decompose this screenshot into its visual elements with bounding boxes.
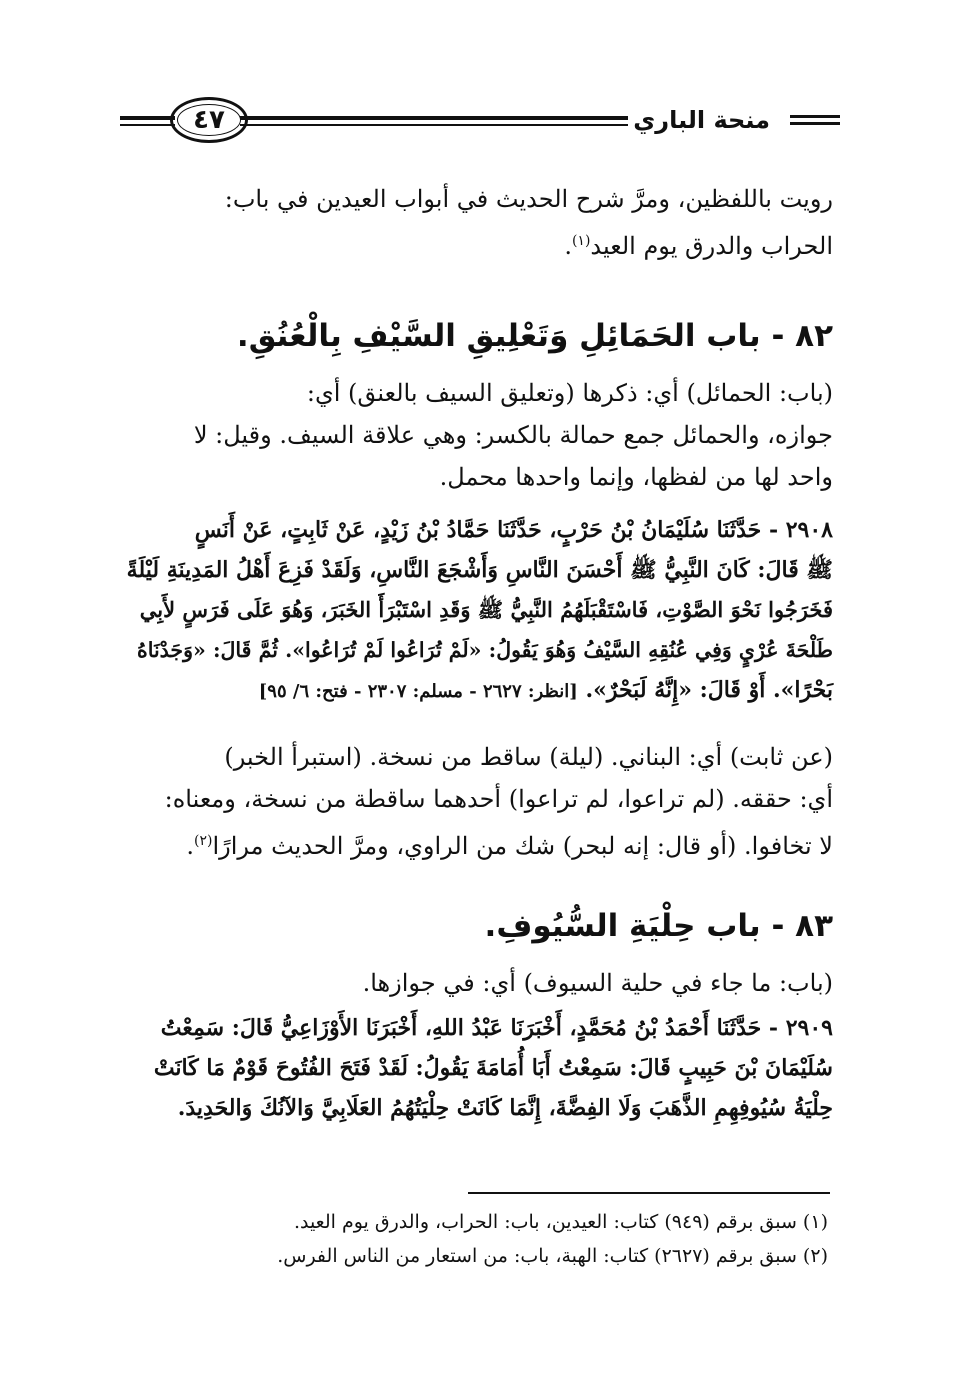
section-82-commentary [125, 372, 833, 498]
hadith-line: ٢٩٠٨ - حَدَّثَنَا سُلَيْمَانُ بْنُ حَرْبٍ، حَدَّثَنَا حَمَّادُ بْنُ زَيْدٍ، عَنْ ثَابِتٍ، عَنْ أَنَسٍ [194, 517, 833, 543]
header-ornament-right [790, 112, 840, 128]
footnotes [128, 1205, 828, 1273]
hadith-2908 [125, 510, 833, 712]
section-83-commentary [125, 962, 833, 1004]
commentary-line-text: لا تخافوا. (أو قال: إنه لبحر) شك من الراوي، ومرَّ الحديث مرارًا [212, 832, 833, 860]
intro-line-2 [125, 220, 833, 267]
intro-line-1: رويت باللفظين، ومرَّ شرح الحديث في أبواب العيدين في باب: [224, 185, 833, 213]
page-number: ٤٧ [193, 105, 225, 135]
commentary-line: (باب: الحمائل) أي: ذكرها (وتعليق السيف بالعنق) أي: [306, 379, 833, 407]
hadith-reference: [انظر: ٢٦٢٧ - مسلم: ٢٣٠٧ - فتح: ٦/ ٩٥] [258, 681, 578, 702]
commentary-line: (عن ثابت) أي: البناني. (ليلة) ساقط من نسخة. (استبرأ الخبر) [224, 743, 833, 771]
page-number-badge [170, 97, 248, 143]
commentary-last-line [125, 820, 833, 867]
intro-line-2-end: . [564, 232, 572, 260]
section-82-heading: ٨٢ - باب الحَمَائِلِ وَتَعْلِيقِ السَّيْفِ بِالْعُنُقِ. [236, 318, 833, 354]
hadith-line: ﷺ قَالَ: كَانَ النَّبِيُّ ﷺ أَحْسَنَ النَّاسِ وَأَشْجَعَ النَّاسِ، وَلَقَدْ فَزِعَ أَهْلُ المَدِينَةِ لَيْلَةً [126, 557, 833, 583]
intro-paragraph [125, 178, 833, 267]
hadith-line: ٢٩٠٩ - حَدَّثَنَا أَحْمَدُ بْنُ مُحَمَّدٍ، أَخْبَرَنَا عَبْدُ اللهِ، أَخْبَرَنَا الأَوْزَاعِيُّ قَالَ: سَمِعْتُ [160, 1015, 833, 1041]
footnote-ref-2: (٢) [193, 833, 213, 849]
hadith-line: طَلْحَةَ عُرْيٍ وَفِي عُنُقِهِ السَّيْفُ وَهُوَ يَقُولُ: «لَمْ تُرَاعُوا لَمْ تُرَاعُوا». ثُمَّ قَالَ: «وَجَدْنَاهُ [136, 638, 833, 662]
header-ornament-left [120, 114, 175, 130]
section-83-heading: ٨٣ - باب حِلْيَةِ السُّيُوفِ. [484, 908, 833, 944]
hadith-2909 [125, 1008, 833, 1128]
hadith-last-line [125, 670, 833, 712]
hadith-line-text: بَحْرًا». أَوْ قَالَ: «إِنَّهُ لَبَحْرٌ». [585, 677, 833, 703]
commentary-line: واحد لها من لفظها، وإنما واحدها محمل. [439, 463, 833, 491]
footnote-separator [468, 1192, 830, 1194]
commentary-line: (باب: ما جاء في حلية السيوف) أي: في جوازها. [362, 969, 833, 997]
hadith-line: فَخَرَجُوا نَحْوَ الصَّوْتِ، فَاسْتَقْبَلَهُمُ النَّبِيُّ ﷺ وَقَدِ اسْتَبْرَأَ الخَبَرَ، وَهُوَ عَلَى فَرَسٍ لأَبِي [139, 597, 833, 622]
intro-line-2-text: الحراب والدرق يوم العيد [590, 232, 833, 260]
footnote-2: (٢) سبق برقم (٢٦٢٧) كتاب: الهبة، باب: من استعار من الناس الفرس. [277, 1245, 828, 1267]
header-title: منحة الباري [633, 106, 770, 134]
hadith-line: حِلْيَةُ سُيُوفِهِمِ الذَّهَبَ وَلَا الفِضَّةَ، إِنَّمَا كَانَتْ حِلْيَتُهُمُ العَلَابِيَّ وَالآنُكَ وَالحَدِيدَ. [177, 1095, 833, 1121]
footnote-1: (١) سبق برقم (٩٤٩) كتاب: العيدين، باب: الحراب، والدرق يوم العيد. [293, 1211, 828, 1233]
hadith-line: سُلَيْمَانَ بْنَ حَبِيبٍ قَالَ: سَمِعْتُ أَبَا أُمَامَةَ يَقُولُ: لَقَدْ فَتَحَ الفُتُوحَ قَوْمٌ مَا كَانَتْ [153, 1055, 833, 1081]
commentary-line: جوازه، والحمائل جمع حمالة بالكسر: وهي علاقة السيف. وقيل: لا [193, 421, 833, 449]
page-header [120, 92, 840, 152]
commentary-line: أي: حققه. (لم تراعوا، لم تراعوا) أحدهما ساقطة من نسخة، ومعناه: [164, 785, 833, 813]
commentary-line-end: . [186, 832, 194, 860]
footnote-ref-1: (١) [571, 233, 591, 249]
header-rule [240, 114, 628, 130]
section-82-commentary-2 [125, 736, 833, 867]
